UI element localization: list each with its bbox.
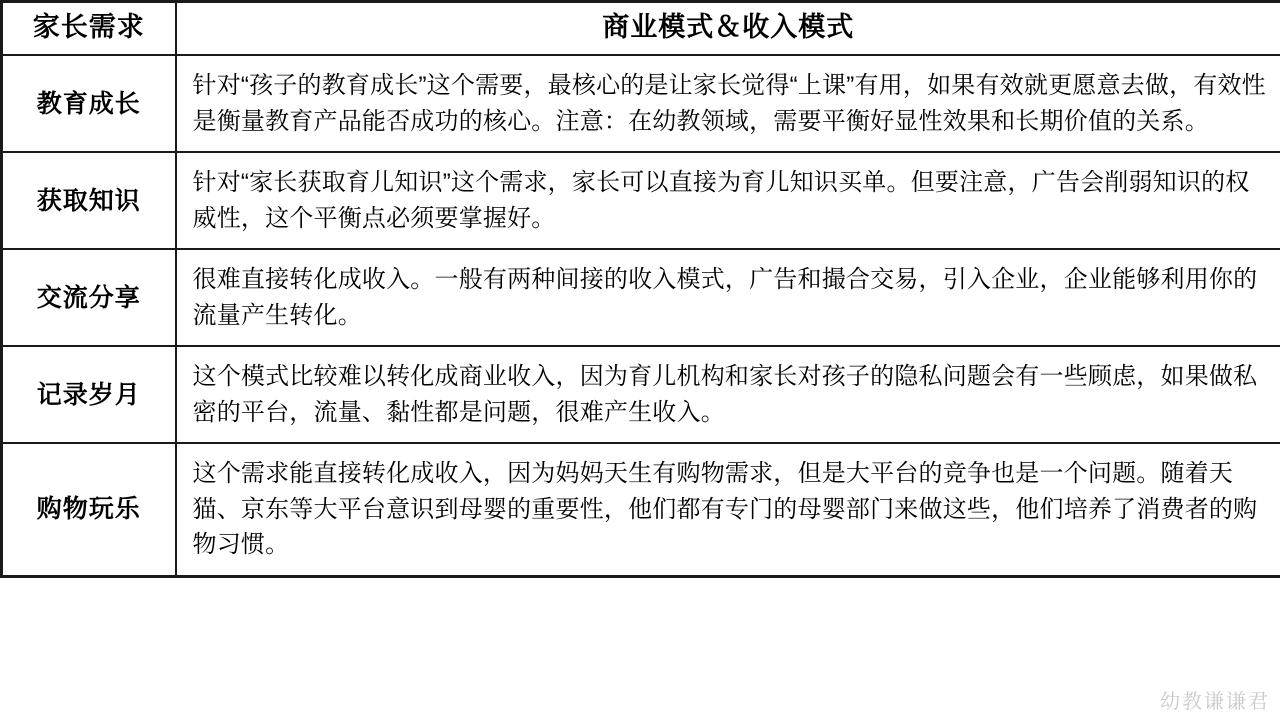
- need-label: 购物玩乐: [2, 443, 176, 576]
- model-description: 很难直接转化成收入。一般有两种间接的收入模式，广告和撮合交易，引入企业，企业能够利用你的流量产生转化。: [176, 249, 1280, 346]
- table-row: [2, 249, 1280, 346]
- table-header-row: [2, 2, 1280, 56]
- table-row: [2, 346, 1280, 443]
- header-business-model: 商业模式＆收入模式: [176, 2, 1280, 56]
- need-label: 记录岁月: [2, 346, 176, 443]
- model-description: 针对“家长获取育儿知识”这个需求，家长可以直接为育儿知识买单。但要注意，广告会削弱知识的权威性，这个平衡点必须要掌握好。: [176, 152, 1280, 249]
- model-description: 针对“孩子的教育成长”这个需要，最核心的是让家长觉得“上课”有用，如果有效就更愿意去做，有效性是衡量教育产品能否成功的核心。注意：在幼教领域，需要平衡好显性效果和长期价值的关系。: [176, 55, 1280, 152]
- watermark-text: 幼教谦谦君: [1160, 691, 1270, 713]
- model-description: 这个需求能直接转化成收入，因为妈妈天生有购物需求，但是大平台的竞争也是一个问题。随着天猫、京东等大平台意识到母婴的重要性，他们都有专门的母婴部门来做这些，他们培养了消费者的购物习惯。: [176, 443, 1280, 576]
- table-row: [2, 443, 1280, 576]
- table-row: [2, 55, 1280, 152]
- model-description: 这个模式比较难以转化成商业收入，因为育儿机构和家长对孩子的隐私问题会有一些顾虑，如果做私密的平台，流量、黏性都是问题，很难产生收入。: [176, 346, 1280, 443]
- need-label: 交流分享: [2, 249, 176, 346]
- table-row: [2, 152, 1280, 249]
- need-label: 获取知识: [2, 152, 176, 249]
- need-label: 教育成长: [2, 55, 176, 152]
- header-parent-need: 家长需求: [2, 2, 176, 56]
